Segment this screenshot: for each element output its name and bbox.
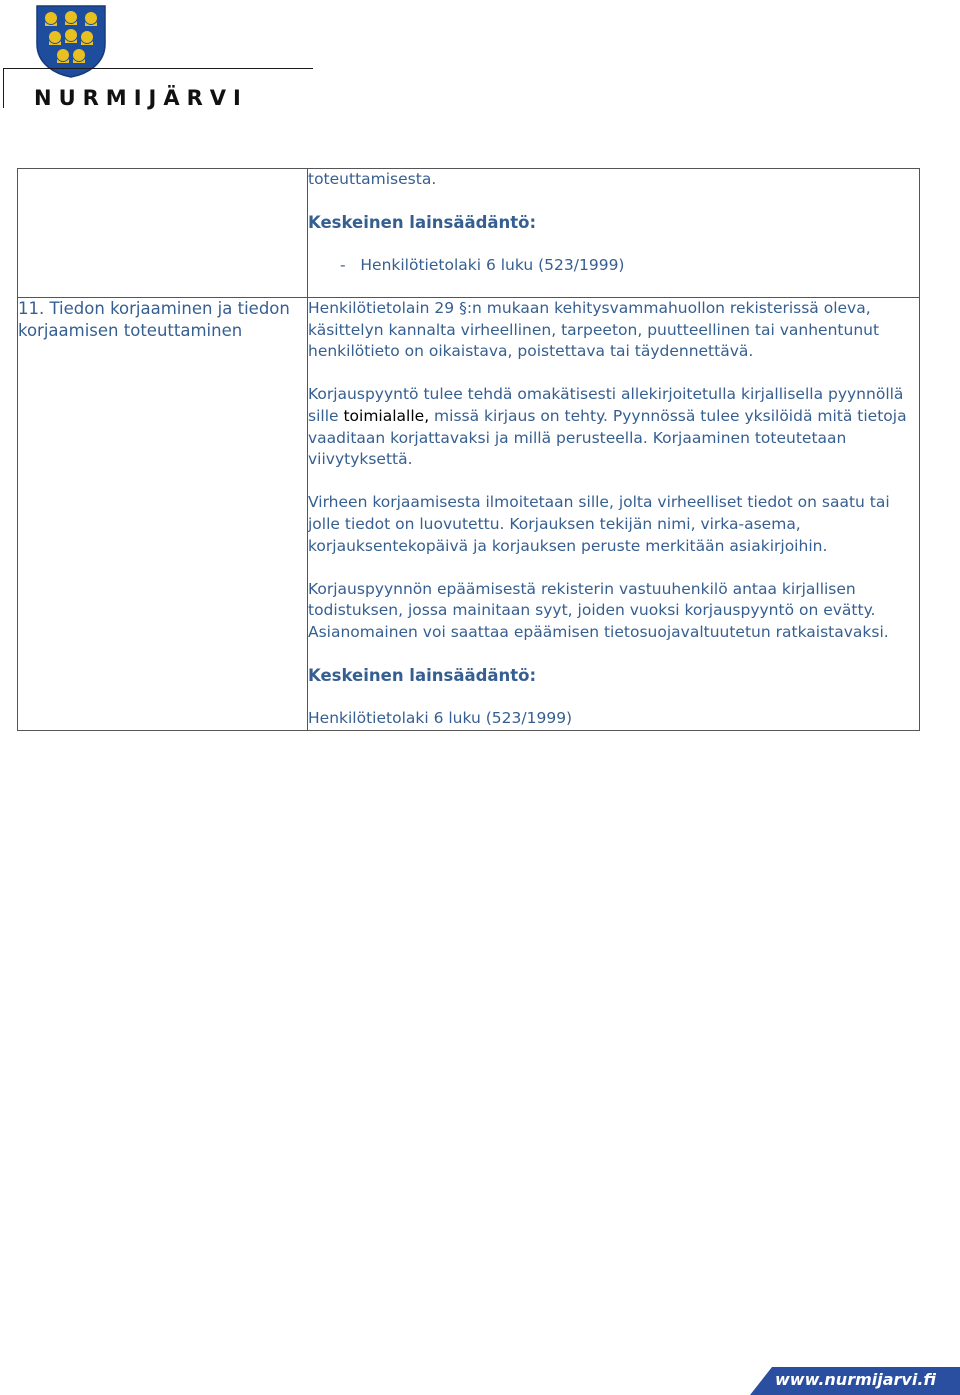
- paragraph-request: [308, 384, 919, 470]
- header-rule: [3, 68, 313, 69]
- table-row-continuation: [18, 169, 920, 298]
- right-cell-correction: [308, 298, 920, 731]
- header-rule-vertical: [3, 68, 4, 108]
- page-header: [0, 0, 320, 115]
- footer-website-link[interactable]: www.nurmijarvi.fi: [775, 1370, 936, 1389]
- paragraph-refusal: Korjauspyynnön epäämisestä rekisterin vastuuhenkilö antaa kirjallisen todistuksen, jossa mainitaan syyt, joiden vuoksi korjauspyyntö on evätty. Asianomainen voi saattaa epäämisen tietosuojavaltuutetun ratkaistavaksi.: [308, 579, 889, 641]
- legislation-heading-2: Keskeinen lainsäädäntö:: [308, 666, 537, 686]
- nurmijarvi-crest-logo: [35, 4, 107, 78]
- legislation-item: - Henkilötietolaki 6 luku (523/1999): [340, 256, 625, 275]
- right-cell-continuation: [308, 169, 920, 298]
- legislation-item-2: Henkilötietolaki 6 luku (523/1999): [308, 709, 573, 728]
- topic-title: 11. Tiedon korjaaminen ja tiedon korjaamisen toteuttaminen: [18, 299, 290, 340]
- table-row-correction: [18, 298, 920, 731]
- continuation-text: toteuttamisesta.: [308, 170, 437, 188]
- left-cell-empty: [18, 169, 308, 298]
- left-cell-topic: [18, 298, 308, 731]
- legislation-heading: Keskeinen lainsäädäntö:: [308, 213, 537, 233]
- logo-wordmark: NURMIJÄRVI: [34, 86, 248, 110]
- content-table: [17, 168, 920, 731]
- paragraph-request-a: Korjauspyyntö tulee tehdä omakätisesti allekirjoitetulla kirjallisella pyynnöllä sille: [308, 385, 904, 425]
- page-footer: [750, 1367, 960, 1395]
- paragraph-notification: Virheen korjaamisesta ilmoitetaan sille, jolta virheelliset tiedot on saatu tai jolle tiedot on luovutettu. Korjauksen tekijän nimi, virka-asema, korjauksentekopäivä ja korjauksen peruste merkitään asiakirjoihin.: [308, 493, 890, 555]
- paragraph-request-b: toimialalle,: [343, 406, 430, 425]
- paragraph-request-c: missä kirjaus on tehty. Pyynnössä tulee yksilöidä mitä tietoja vaaditaan korjattavaksi ja millä perusteella. Korjaaminen toteutetaan viivytyksettä.: [308, 406, 907, 469]
- paragraph-legal-basis: Henkilötietolain 29 §:n mukaan kehitysvammahuollon rekisterissä oleva, käsittelyn kannalta virheellinen, tarpeeton, puutteellinen tai vanhentunut henkilötieto on oikaistava, poistettava tai täydennettävä.: [308, 299, 880, 361]
